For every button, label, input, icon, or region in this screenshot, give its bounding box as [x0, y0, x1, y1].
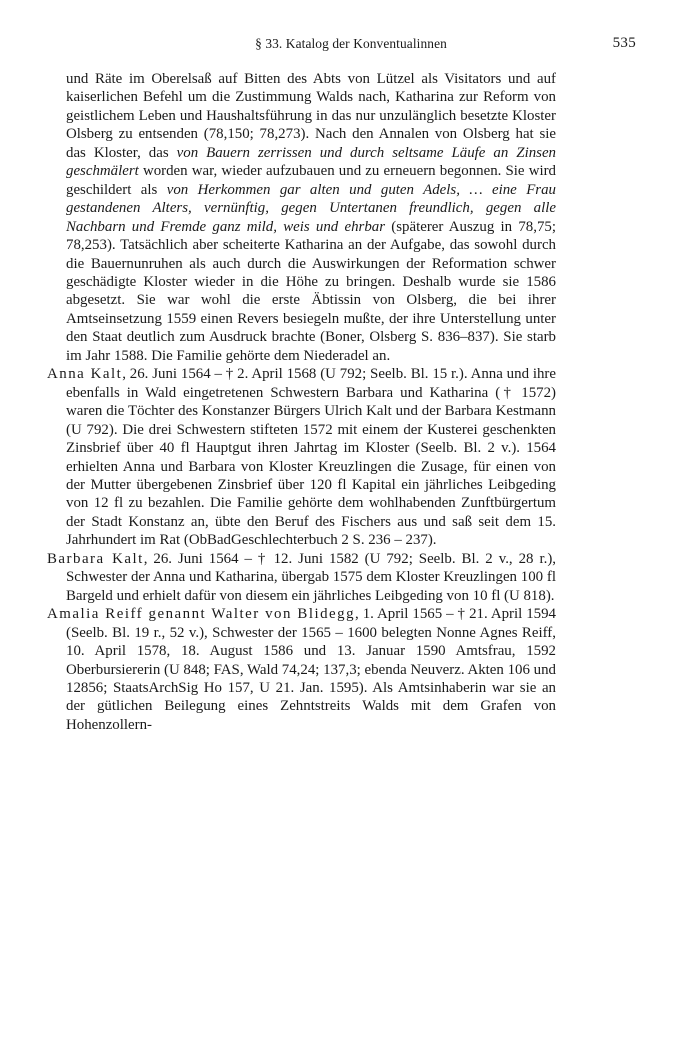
entry-text: , 26. Juni 1564 – † 12. Juni 1582 (U 792; Seelb. Bl. 2 v., 28 r.), Schwester der Anna und Katharina, übergab 1575 dem Kloster Kreuzlingen 100 fl Bargeld und erhielt dafür von diesem ein jährliches Leibgeding von 10 fl (U 818). — [66, 550, 556, 604]
text-segment: worden war, wieder aufzubauen und zu erneuern begonnen. Sie wird geschildert als — [66, 163, 556, 198]
quotation: von Herkommen gar alten und guten Adels, … eine Frau gestandenen Alters, vernünftig, gegen Untertanen freundlich, gegen alle Nachbarn und Fremde ganz mild, weis und ehrbar — [66, 181, 556, 235]
running-head: § 33. Katalog der Konventualinnen — [255, 36, 447, 51]
entry-name: Amalia Reiff genannt Walter von Blidegg — [47, 606, 356, 623]
page-number: 535 — [612, 35, 636, 51]
entry-name: Anna Kalt — [47, 366, 123, 383]
page-header — [66, 36, 636, 56]
entry-text: , 26. Juni 1564 – † 2. April 1568 (U 792; Seelb. Bl. 15 r.). Anna und ihre ebenfalls in Wald eingetretenen Schwestern Barbara und Katharina († 1572) waren die Töchter des Konstanzer Bürgers Ulrich Kalt und der Barbara Kestmann (U 792). Die drei Schwestern stifteten 1572 mit einem der Kusterei geschenkten Zinsbrief über 40 fl Hauptgut ihren Jahrtag im Kloster (Seelb. Bl. 2 v.). 1564 erhielten Anna und Barbara von Kloster Kreuzlingen die Zusage, für einen von der Mutter übergebenen Zinsbrief über 120 fl Kapital ein jährliches Leibgeding von 12 fl zu bezahlen. Die Familie gehörte dem wohlhabenden Zunftbürgertum der Stadt Konstanz an, übte den Beruf des Fischers aus und saß seit dem 15. Jahrhundert im Rat (ObBadGeschlechterbuch 2 S. 236 – 237). — [66, 366, 556, 549]
entry-text: , 1. April 1565 – † 21. April 1594 (Seelb. Bl. 19 r., 52 v.), Schwester der 1565 – 1600 belegten Nonne Agnes Reiff, 10. April 1578, 18. August 1586 und 13. Januar 1590 Amtsfrau, 1592 Oberbursiererin (U 848; FAS, Wald 74,24; 137,3; ebenda Neuverz. Akten 106 und 12856; StaatsArchSig Ho 157, U 21. Jan. 1595). Als Amtsinhaberin war sie an der gütlichen Beilegung eines Zehntstreits Walds mit dem Grafen von Hohenzollern- — [66, 606, 556, 733]
quotation: von Bauern zerrissen und durch seltsame Läufe an Zinsen geschmälert — [66, 144, 556, 180]
text-segment: (späterer Auszug in 78,75; 78,253). Tatsächlich aber scheiterte Katharina an der Aufgabe, das sowohl durch die Bauernunruhen als auch durch die Auswirkungen der Reformation schwer geschädigte Kloster wieder in die Höhe zu bringen. Deshalb wurde sie 1586 abgesetzt. Sie war wohl die erste Äbtissin von Olsberg, die bei ihrer Amtseinsetzung 1559 einen Revers besiegeln mußte, der ihre Unterstellung unter den Staat deutlich zum Ausdruck brachte (Boner, Olsberg S. 836–837). Sie starb im Jahr 1588. Die Familie gehörte dem Niederadel an. — [66, 218, 556, 364]
catalog-entry — [47, 365, 556, 550]
continuation-paragraph — [47, 70, 556, 365]
entry-name: Barbara Kalt — [47, 550, 144, 567]
catalog-entry — [47, 550, 556, 605]
body-text — [47, 70, 556, 734]
catalog-entry — [47, 605, 556, 734]
text-segment: und Räte im Oberelsaß auf Bitten des Abts von Lützel als Visitators und auf kaiserlichen Befehl um die Zustimmung Walds nach, Katharina zur Reform von geistlichem Leben und Haushaltsführung in das nur unzulänglich besetzte Kloster Olsberg zu entsenden (78,150; 78,273). Nach den Annalen von Olsberg hat sie das Kloster, das — [66, 71, 556, 161]
